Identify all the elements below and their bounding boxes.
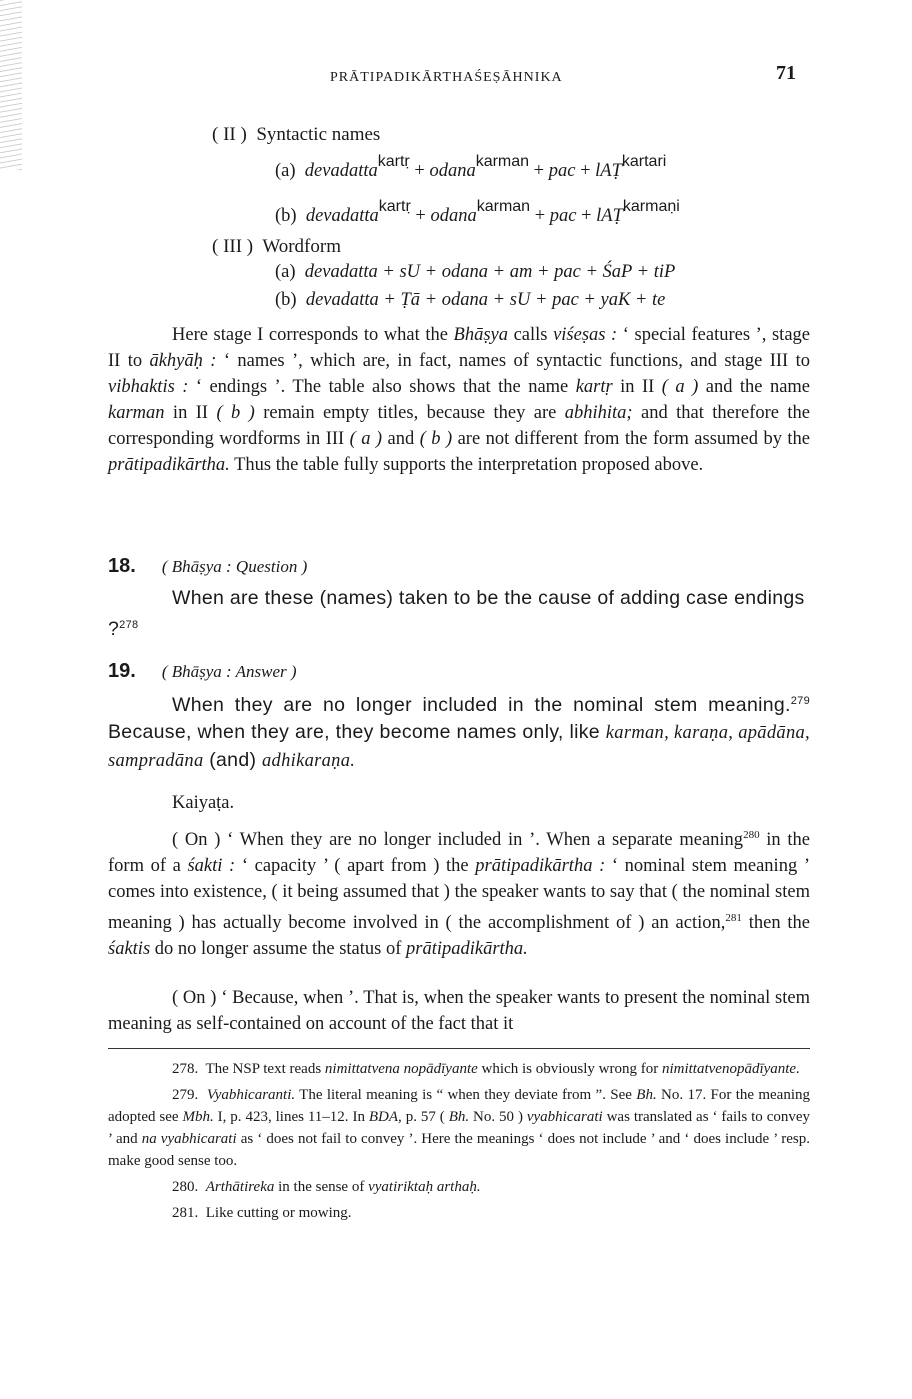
form-superscript: karman (475, 153, 530, 170)
form-word: pac (548, 161, 576, 181)
stage-3-heading (212, 236, 341, 258)
footnote-278: 278. The NSP text reads nimittatvena nopādīyante which is obviously wrong for nimittatvenopādīyante. (172, 1061, 800, 1077)
form-word: lAṬ (596, 206, 623, 226)
section-tag: ( Bhāṣya : Answer ) (161, 662, 297, 681)
running-title: PRĀTIPADIKĀRTHAŚEṢĀHNIKA (330, 70, 563, 85)
interpretation-paragraph: Here stage I corresponds to what the Bhāṣya calls viśeṣas : ‘ special features ’, stage II to ākhyāḥ : ‘ names ’, which are, in fact, names of syntactic functions, and stage III to vibhaktis : ‘ endings ’. The table also shows that the name kartṛ in II ( a ) and the name karman in II ( b ) remain empty titles, because they are abhihita; and that therefore the corresponding wordforms in III ( a ) and ( b ) are not different from the form assumed by the prātipadikārtha. Thus the table fully supports the interpretation proposed above. (108, 325, 811, 475)
form-word: devadatta (304, 161, 378, 181)
form-word: odana (430, 206, 477, 226)
form-superscript: karmaṇi (622, 198, 680, 215)
kaiyata-heading: Kaiyaṭa. (172, 793, 235, 813)
form-word: odana (429, 161, 476, 181)
form-3b (275, 290, 665, 311)
footnote-280: 280. Arthātireka in the sense of vyatiriktaḥ arthaḥ. (172, 1179, 481, 1195)
footnote-281: 281. Like cutting or mowing. (172, 1205, 352, 1221)
stage-3-label: ( III ) (212, 236, 254, 257)
stage-2-heading (212, 124, 380, 146)
section-18-text: When are these (names) taken to be the cause of adding case endings ?$^{278}$ (108, 587, 805, 640)
form-expression: devadatta + Ṭā + odana + sU + pac + yaK + te (305, 290, 666, 310)
footnote-ref[interactable]: 279 (790, 695, 810, 707)
form-expression: devadatta + sU + odana + am + pac + ŚaP + tiP (304, 262, 676, 282)
section-number: 18. (108, 555, 136, 577)
form-superscript: kartṛ (377, 153, 410, 170)
stage-3-title: Wordform (262, 236, 341, 257)
section-tag: ( Bhāṣya : Question ) (161, 557, 308, 576)
form-3a (275, 262, 675, 283)
form-superscript: kartṛ (378, 198, 411, 215)
section-number: 19. (108, 660, 136, 682)
section-19-heading (108, 660, 297, 683)
page-number: 71 (776, 62, 796, 84)
form-superscript: karman (476, 198, 531, 215)
footnote-279: 279. Vyabhicaranti. The literal meaning is “ when they deviate from ”. See Bh. No. 17. For the meaning adopted see Mbh. I, p. 423, lines 11–12. In BDA, p. 57 ( Bh. No. 50 ) vyabhicarati was translated as ‘ fails to convey ’ and na vyabhicarati as ‘ does not fail to convey ’. Here the meanings ‘ does not include ’ and ‘ does include ’ resp. make good sense too. (108, 1087, 811, 1169)
scan-edge-noise (0, 0, 22, 170)
form-superscript: kartari (621, 153, 667, 170)
stage-2-title: Syntactic names (256, 124, 381, 145)
form-label: (a) (275, 262, 296, 282)
kaiyata-paragraph-1: ( On ) ‘ When they are no longer included in ’. When a separate meaning$^{280}$ in the form of a śakti : ‘ capacity ’ ( apart from ) the prātipadikārtha : ‘ nominal stem meaning ’ comes into existence, ( it being assumed that ) the speaker wants to say that ( the nominal stem meaning ) has actually become involved in ( the accomplishment of ) an action,$^{281}$ then the śaktis do no longer assume the status of prātipadikārtha. (108, 829, 811, 959)
form-label: (a) (275, 161, 296, 181)
form-word: lAṬ (595, 161, 622, 181)
form-label: (b) (275, 206, 297, 226)
stage-2-label: ( II ) (212, 124, 247, 145)
footnotes (108, 1058, 810, 1228)
section-18-heading (108, 555, 307, 578)
footnote-ref[interactable]: 280 (743, 829, 760, 841)
kaiyata-paragraph-2: ( On ) ‘ Because, when ’. That is, when the speaker wants to present the nominal stem meaning as self-contained on account of the fact that it (108, 988, 810, 1034)
footnote-ref[interactable]: 278 (119, 619, 139, 631)
form-2a: (a) devadatta$^{kartṛ}$ + odana$^{karman}$ + pac + lAṬ$^{kartari}$ (275, 153, 667, 181)
footnote-rule (108, 1048, 810, 1049)
section-19-text: When they are no longer included in the nominal stem meaning.$^{279}$ Because, when they are, they become names only, like karman, karaṇa, apādāna, sampradāna (and) adhikaraṇa. (108, 694, 810, 771)
form-2b: (b) devadatta$^{kartṛ}$ + odana$^{karman}$ + pac + lAṬ$^{karmaṇi}$ (275, 198, 680, 226)
form-label: (b) (275, 290, 297, 310)
footnote-ref[interactable]: 281 (725, 912, 742, 924)
form-word: pac (549, 206, 577, 226)
form-word: devadatta (305, 206, 379, 226)
